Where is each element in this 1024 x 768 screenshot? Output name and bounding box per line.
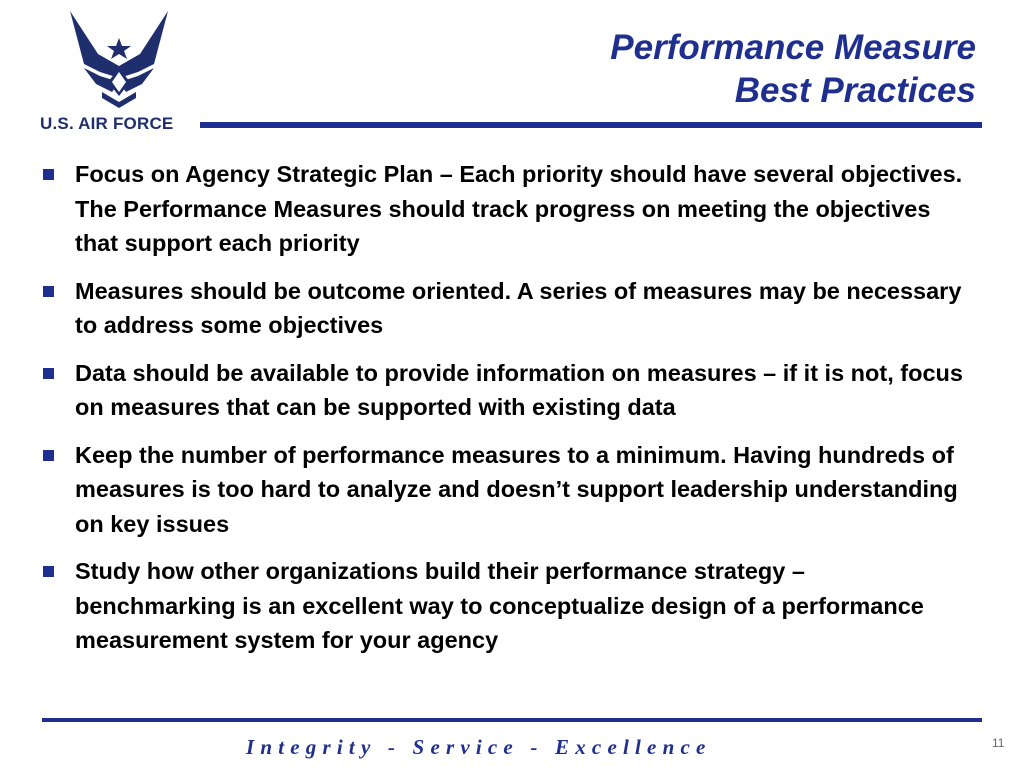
- bullet-text: Measures should be outcome oriented. A series of measures may be necessary to address some objectives: [75, 277, 962, 338]
- bullet-text: Keep the number of performance measures to a minimum. Having hundreds of measures is too hard to analyze and doesn’t support leadership understanding on key issues: [75, 441, 958, 537]
- footer-divider: [42, 718, 982, 722]
- footer-motto: Integrity - Service - Excellence: [246, 735, 712, 759]
- air-force-logo: [40, 8, 198, 136]
- title-line-2: Best Practices: [734, 71, 976, 110]
- square-bullet-icon: [43, 286, 54, 297]
- bullet-list: [42, 157, 972, 671]
- bullet-text: Study how other organizations build their performance strategy – benchmarking is an excellent way to conceptualize design of a performance measurement system for your agency: [75, 558, 924, 653]
- bullet-text: Data should be available to provide information on measures – if it is not, focus on measures that can be supported with existing data: [75, 359, 963, 420]
- square-bullet-icon: [43, 566, 54, 577]
- bullet-text: Focus on Agency Strategic Plan – Each priority should have several objectives. The Performance Measures should track progress on meeting the objectives that support each priority: [75, 161, 963, 256]
- bullet-item: [42, 157, 972, 261]
- square-bullet-icon: [43, 450, 54, 461]
- header-divider: [200, 122, 982, 128]
- square-bullet-icon: [43, 169, 54, 180]
- slide-title: [610, 26, 976, 112]
- page-number: 11: [992, 736, 1005, 750]
- bullet-item: [42, 438, 972, 542]
- air-force-symbol-icon: [40, 8, 198, 112]
- bullet-item: [42, 356, 972, 425]
- logo-text: U.S. AIR FORCE: [40, 114, 174, 133]
- title-line-1: Performance Measure: [610, 28, 976, 67]
- bullet-item: [42, 554, 972, 658]
- square-bullet-icon: [43, 368, 54, 379]
- bullet-item: [42, 274, 972, 343]
